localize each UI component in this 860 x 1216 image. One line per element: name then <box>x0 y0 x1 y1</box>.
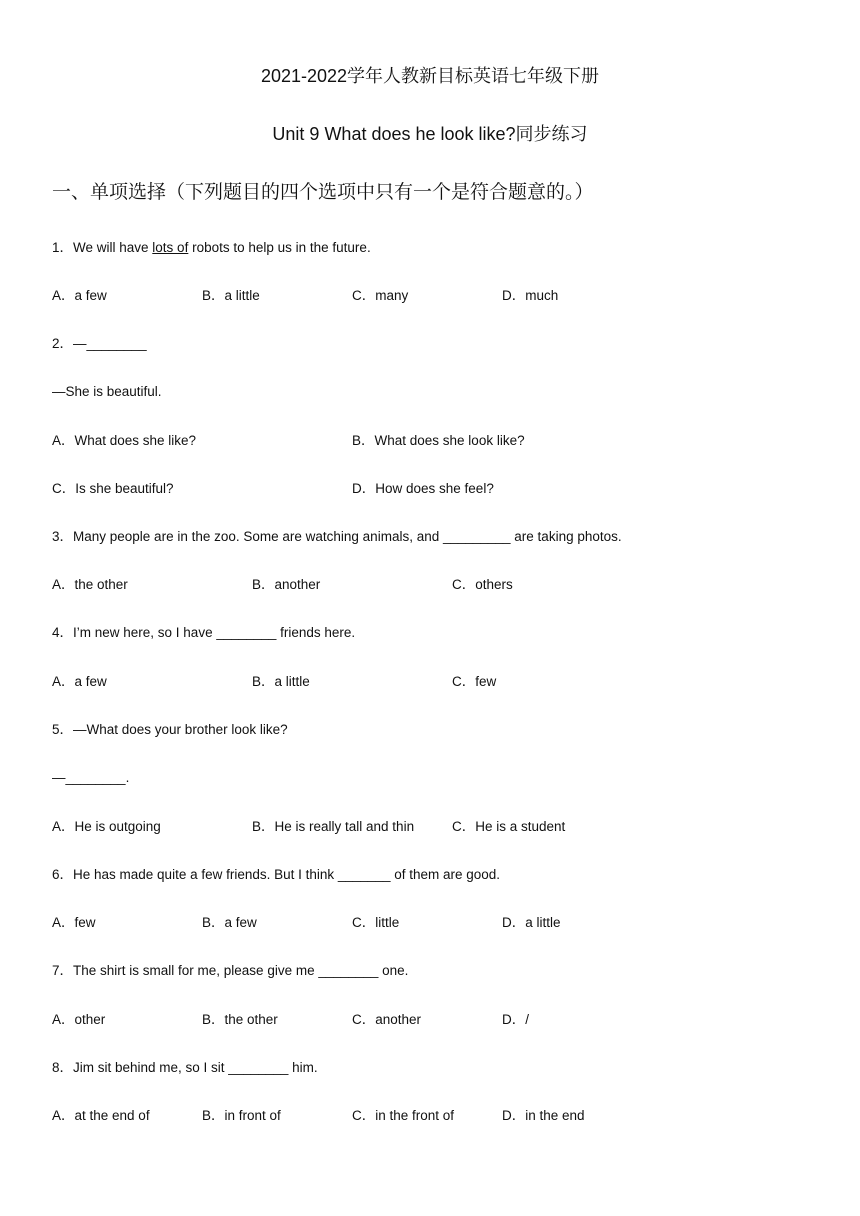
question-3-stem: 3．Many people are in the zoo. Some are watching animals, and _________ are taking photos. <box>52 529 622 544</box>
question-6-option-b[interactable]: B．a few <box>202 915 257 930</box>
question-4-option-a[interactable]: A．a few <box>52 674 107 689</box>
question-5-stem: 5．—What does your brother look like? <box>52 722 288 737</box>
question-8-option-d[interactable]: D．in the end <box>502 1108 585 1123</box>
question-1-underlined-phrase: lots of <box>152 240 189 255</box>
question-5-option-c[interactable]: C．He is a student <box>452 819 566 834</box>
question-7-option-b[interactable]: B．the other <box>202 1012 278 1027</box>
question-8-option-c[interactable]: C．in the front of <box>352 1108 455 1123</box>
question-7-stem: 7．The shirt is small for me, please give me ________ one. <box>52 963 409 978</box>
question-1-stem <box>52 239 371 257</box>
question-2-reply: —She is beautiful. <box>52 384 162 399</box>
worksheet-title: 2021-2022学年人教新目标英语七年级下册 <box>260 66 600 86</box>
question-6-option-c[interactable]: C．little <box>352 915 400 930</box>
question-4-option-b[interactable]: B．a little <box>252 674 310 689</box>
question-2-option-d[interactable]: D．How does she feel? <box>352 481 494 496</box>
question-2-option-a[interactable]: A．What does she like? <box>52 433 197 448</box>
question-1-option-b[interactable]: B．a little <box>202 288 260 303</box>
question-1-stem-start: 1．We will have <box>52 240 153 255</box>
question-1-stem-end: robots to help us in the future. <box>188 240 371 255</box>
question-4-option-c[interactable]: C．few <box>452 674 497 689</box>
question-2-stem: 2．—________ <box>52 336 147 351</box>
question-2-option-b[interactable]: B．What does she look like? <box>352 433 525 448</box>
question-2-option-c[interactable]: C．Is she beautiful? <box>52 481 174 496</box>
question-7-option-c[interactable]: C．another <box>352 1012 422 1027</box>
question-3-option-b[interactable]: B．another <box>252 577 321 592</box>
question-1-option-a[interactable]: A．a few <box>52 288 107 303</box>
question-6-stem: 6．He has made quite a few friends. But I think _______ of them are good. <box>52 867 501 882</box>
question-5-option-a[interactable]: A．He is outgoing <box>52 819 161 834</box>
question-8-stem: 8．Jim sit behind me, so I sit ________ him. <box>52 1060 318 1075</box>
question-6-option-a[interactable]: A．few <box>52 915 96 930</box>
question-4-stem: 4．I’m new here, so I have ________ friends here. <box>52 625 356 640</box>
worksheet-subtitle: Unit 9 What does he look like?同步练习 <box>272 124 588 144</box>
question-3-option-a[interactable]: A．the other <box>52 577 128 592</box>
question-5-option-b[interactable]: B．He is really tall and thin <box>252 819 415 834</box>
question-7-option-a[interactable]: A．other <box>52 1012 106 1027</box>
section-heading: 一、单项选择（下列题目的四个选项中只有一个是符合题意的。） <box>52 182 594 203</box>
question-1-option-d[interactable]: D．much <box>502 288 559 303</box>
question-1-option-c[interactable]: C．many <box>352 288 409 303</box>
question-6-option-d[interactable]: D．a little <box>502 915 561 930</box>
question-3-option-c[interactable]: C．others <box>452 577 513 592</box>
question-5-reply: —________. <box>52 770 130 785</box>
question-7-option-d[interactable]: D．/ <box>502 1012 529 1027</box>
question-8-option-b[interactable]: B．in front of <box>202 1108 281 1123</box>
question-8-option-a[interactable]: A．at the end of <box>52 1108 150 1123</box>
